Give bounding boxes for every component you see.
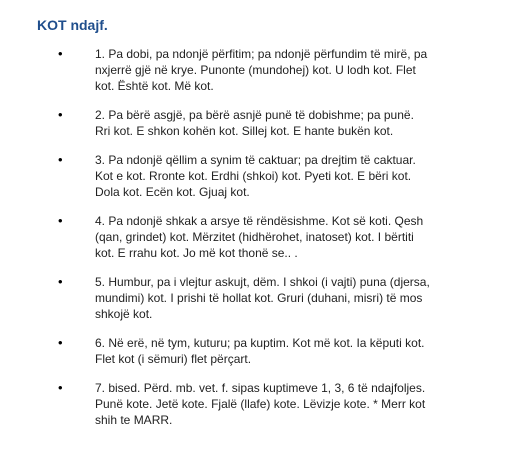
bullet-icon: •: [58, 152, 63, 167]
definition-item: [0, 46, 519, 94]
bullet-icon: •: [58, 335, 63, 350]
definition-text: 7. bised. Përd. mb. vet. f. sipas kuptimeve 1, 3, 6 të ndajfoljes. Punë kote. Jetë kote. Fjalë (llafe) kote. Lëvizje kote. * Merr kot shih te MARR.: [95, 381, 426, 427]
definition-text: 3. Pa ndonjë qëllim a synim të caktuar; pa drejtim të caktuar. Kot e kot. Rronte kot. Erdhi (shkoi) kot. Pyeti kot. E bëri kot. Dola kot. Ecën kot. Gjuaj kot.: [95, 153, 416, 199]
definition-text: 1. Pa dobi, pa ndonjë përfitim; pa ndonjë përfundim të mirë, pa nxjerrë gjë në krye. Punonte (mundohej) kot. U lodh kot. Flet kot. Është kot. Më kot.: [95, 47, 428, 93]
definition-text: 2. Pa bërë asgjë, pa bërë asnjë punë të dobishme; pa punë. Rri kot. E shkon kohën kot. Sillej kot. E hante bukën kot.: [95, 108, 414, 138]
bullet-icon: •: [58, 46, 63, 61]
definition-item: [0, 107, 519, 139]
definition-item: [0, 152, 519, 200]
definition-item: [0, 213, 519, 261]
bullet-icon: •: [58, 274, 63, 289]
definition-item: [0, 335, 519, 367]
definition-text: 4. Pa ndonjë shkak a arsye të rëndësishme. Kot së koti. Qesh (qan, grindet) kot. Mërzitet (hidhërohet, inatoset) kot. I bërtiti kot. E rrahu kot. Jo më kot thonë se.. .: [95, 214, 424, 260]
bullet-icon: •: [58, 380, 63, 395]
definition-item: [0, 274, 519, 322]
definition-item: [0, 380, 519, 428]
bullet-icon: •: [58, 107, 63, 122]
bullet-icon: •: [58, 213, 63, 228]
entry-title: KOT ndajf.: [37, 17, 108, 33]
definition-text: 6. Në erë, në tym, kuturu; pa kuptim. Kot më kot. Ia këputi kot. Flet kot (i sëmuri) flet përçart.: [95, 336, 425, 366]
definition-text: 5. Humbur, pa i vlejtur askujt, dëm. I shkoi (i vajti) puna (djersa, mundimi) kot. I prishi të hollat kot. Gruri (duhani, misri) të mos shkojë kot.: [95, 275, 430, 321]
definition-list: [0, 46, 519, 441]
